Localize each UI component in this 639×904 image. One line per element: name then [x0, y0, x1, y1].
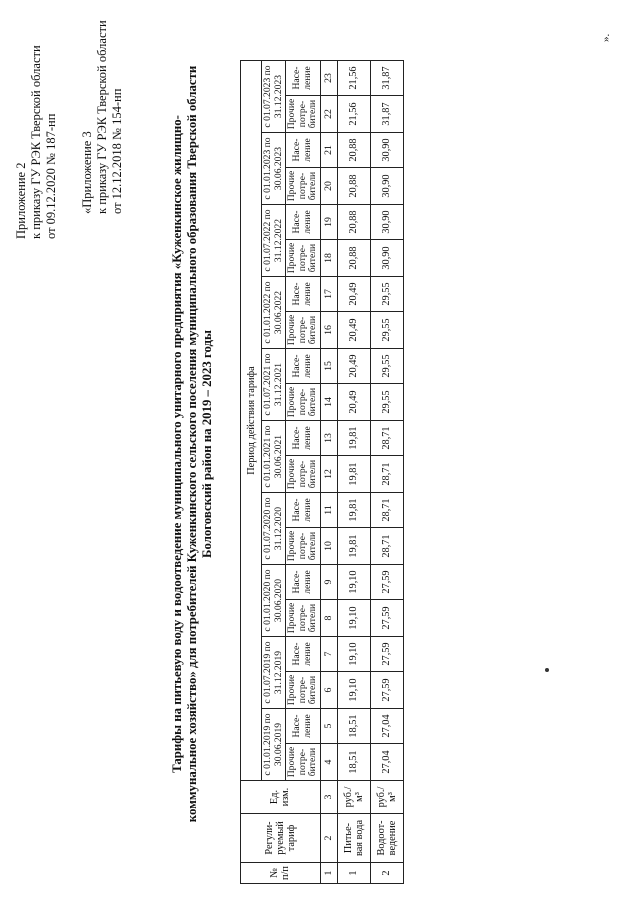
tariff-value: 31,87: [370, 96, 403, 133]
header-period-range: с 01.07.2019 по 31.12.2019: [262, 637, 286, 709]
tariff-value: 31,87: [370, 61, 403, 96]
tariff-value: 30,90: [370, 240, 403, 277]
tariff-table-header: [241, 61, 338, 884]
closing-quote-mark: ».: [600, 33, 612, 42]
tariff-value: 27,59: [370, 637, 403, 672]
header-period-range: с 01.07.2021 по 31.12.2021: [262, 349, 286, 421]
header-period: Период действия тарифа: [241, 61, 262, 781]
column-number: 18: [320, 240, 337, 277]
header-period-range: с 01.01.2020 по 30.06.2020: [262, 565, 286, 637]
tariff-value: 29,55: [370, 384, 403, 421]
column-number: 9: [320, 565, 337, 600]
header-population: Насе-ление: [286, 421, 321, 456]
tariff-value: 20,49: [337, 349, 370, 384]
appendix-2-line3: от 09.12.2020 № 187-нп: [44, 113, 58, 239]
tariff-value: 21,56: [337, 61, 370, 96]
tariff-value: 20,49: [337, 312, 370, 349]
table-row: [370, 61, 403, 884]
header-row-1: [241, 61, 262, 884]
column-number: 23: [320, 61, 337, 96]
column-number: 5: [320, 709, 337, 744]
column-number: 4: [320, 744, 337, 781]
row-number: 1: [337, 863, 370, 884]
header-other-consumers: Прочие потре-бители: [286, 240, 321, 277]
header-other-consumers: Прочие потре-бители: [286, 528, 321, 565]
tariff-value: 19,81: [337, 528, 370, 565]
header-period-range: с 01.07.2022 по 31.12.2022: [262, 205, 286, 277]
tariff-value: 18,51: [337, 709, 370, 744]
header-period-range: с 01.01.2021 по 30.06.2021: [262, 421, 286, 493]
column-number: 12: [320, 456, 337, 493]
header-period-range: с 01.01.2022 по 30.06.2022: [262, 277, 286, 349]
tariff-value: 19,10: [337, 600, 370, 637]
tariff-value: 20,49: [337, 384, 370, 421]
header-row-2: [262, 61, 286, 884]
stray-dot: [545, 668, 549, 672]
header-period-range: с 01.01.2023 по 30.06.2023: [262, 133, 286, 205]
header-population: Насе-ление: [286, 349, 321, 384]
header-num: № п/п: [241, 863, 321, 884]
tariff-table: [240, 60, 404, 884]
column-number: 16: [320, 312, 337, 349]
row-unit: руб./м³: [337, 781, 370, 814]
column-number-row: [320, 61, 337, 884]
row-tariff: Водоот-ведение: [370, 814, 403, 863]
header-population: Насе-ление: [286, 565, 321, 600]
tariff-value: 30,90: [370, 168, 403, 205]
header-period-range: с 01.07.2023 по 31.12.2023: [262, 61, 286, 133]
column-number: 17: [320, 277, 337, 312]
tariff-value: 19,10: [337, 672, 370, 709]
header-other-consumers: Прочие потре-бители: [286, 312, 321, 349]
tariff-value: 20,88: [337, 133, 370, 168]
tariff-value: 18,51: [337, 744, 370, 781]
tariff-value: 19,81: [337, 456, 370, 493]
column-number: 11: [320, 493, 337, 528]
tariff-table-body: [337, 61, 403, 884]
tariff-value: 27,59: [370, 600, 403, 637]
column-number: 13: [320, 421, 337, 456]
header-population: Насе-ление: [286, 205, 321, 240]
appendix-2-line1: Приложение 2: [14, 162, 28, 239]
tariff-value: 30,90: [370, 205, 403, 240]
title-line1: Тарифы на питьевую воду и водоотведение муниципального унитарного предприятия «Куженкинское жилищно-: [170, 115, 184, 773]
column-number: 2: [320, 814, 337, 863]
tariff-value: 19,10: [337, 637, 370, 672]
tariff-value: 20,88: [337, 240, 370, 277]
header-row-3: [286, 61, 321, 884]
tariff-value: 19,81: [337, 493, 370, 528]
header-population: Насе-ление: [286, 277, 321, 312]
title-line2: коммунальное хозяйство» для потребителей Куженкинского сельского поселения муниципального образования Тверской области: [185, 65, 199, 823]
tariff-value: 28,71: [370, 421, 403, 456]
appendix-2-line2: к приказу ГУ РЭК Тверской области: [29, 45, 43, 239]
tariff-value: 29,55: [370, 277, 403, 312]
header-period-range: с 01.01.2019 по 30.06.2019: [262, 709, 286, 781]
tariff-value: 28,71: [370, 528, 403, 565]
column-number: 14: [320, 384, 337, 421]
tariff-value: 20,88: [337, 205, 370, 240]
header-period-range: с 01.07.2020 по 31.12.2020: [262, 493, 286, 565]
tariff-value: 29,55: [370, 312, 403, 349]
column-number: 10: [320, 528, 337, 565]
table-row: [337, 61, 370, 884]
header-population: Насе-ление: [286, 493, 321, 528]
tariff-value: 19,81: [337, 421, 370, 456]
header-other-consumers: Прочие потре-бители: [286, 384, 321, 421]
column-number: 1: [320, 863, 337, 884]
tariff-value: 20,49: [337, 277, 370, 312]
tariff-value: 30,90: [370, 133, 403, 168]
appendix-3-line2: к приказу ГУ РЭК Тверской области: [95, 20, 109, 214]
header-other-consumers: Прочие потре-бители: [286, 600, 321, 637]
header-other-consumers: Прочие потре-бители: [286, 744, 321, 781]
appendix-3-line3: от 12.12.2018 № 154-нп: [110, 88, 124, 214]
appendix-3-line1: «Приложение 3: [80, 131, 94, 214]
column-number: 22: [320, 96, 337, 133]
header-other-consumers: Прочие потре-бители: [286, 168, 321, 205]
tariff-value: 20,88: [337, 168, 370, 205]
title-line3: Бологовский район на 2019 – 2023 годы: [200, 330, 214, 558]
tariff-value: 27,04: [370, 744, 403, 781]
header-other-consumers: Прочие потре-бители: [286, 672, 321, 709]
row-unit: руб./м³: [370, 781, 403, 814]
appendix-3-header: [80, 0, 125, 214]
column-number: 20: [320, 168, 337, 205]
header-population: Насе-ление: [286, 133, 321, 168]
column-number: 15: [320, 349, 337, 384]
header-population: Насе-ление: [286, 637, 321, 672]
column-number: 8: [320, 600, 337, 637]
tariff-value: 27,59: [370, 672, 403, 709]
tariff-value: 28,71: [370, 493, 403, 528]
tariff-value: 27,04: [370, 709, 403, 744]
header-population: Насе-ление: [286, 709, 321, 744]
header-other-consumers: Прочие потре-бители: [286, 96, 321, 133]
tariff-value: 29,55: [370, 349, 403, 384]
header-population: Насе-ление: [286, 61, 321, 96]
tariff-value: 28,71: [370, 456, 403, 493]
header-tariff: Регули-руемый тариф: [241, 814, 321, 863]
tariff-value: 21,56: [337, 96, 370, 133]
column-number: 21: [320, 133, 337, 168]
row-number: 2: [370, 863, 403, 884]
header-unit: Ед. изм.: [241, 781, 321, 814]
tariff-value: 27,59: [370, 565, 403, 600]
appendix-2-header: [14, 0, 59, 239]
column-number: 3: [320, 781, 337, 814]
column-number: 6: [320, 672, 337, 709]
row-tariff: Питье-вая вода: [337, 814, 370, 863]
column-number: 7: [320, 637, 337, 672]
tariff-value: 19,10: [337, 565, 370, 600]
header-other-consumers: Прочие потре-бители: [286, 456, 321, 493]
column-number: 19: [320, 205, 337, 240]
document-title: [170, 24, 215, 864]
